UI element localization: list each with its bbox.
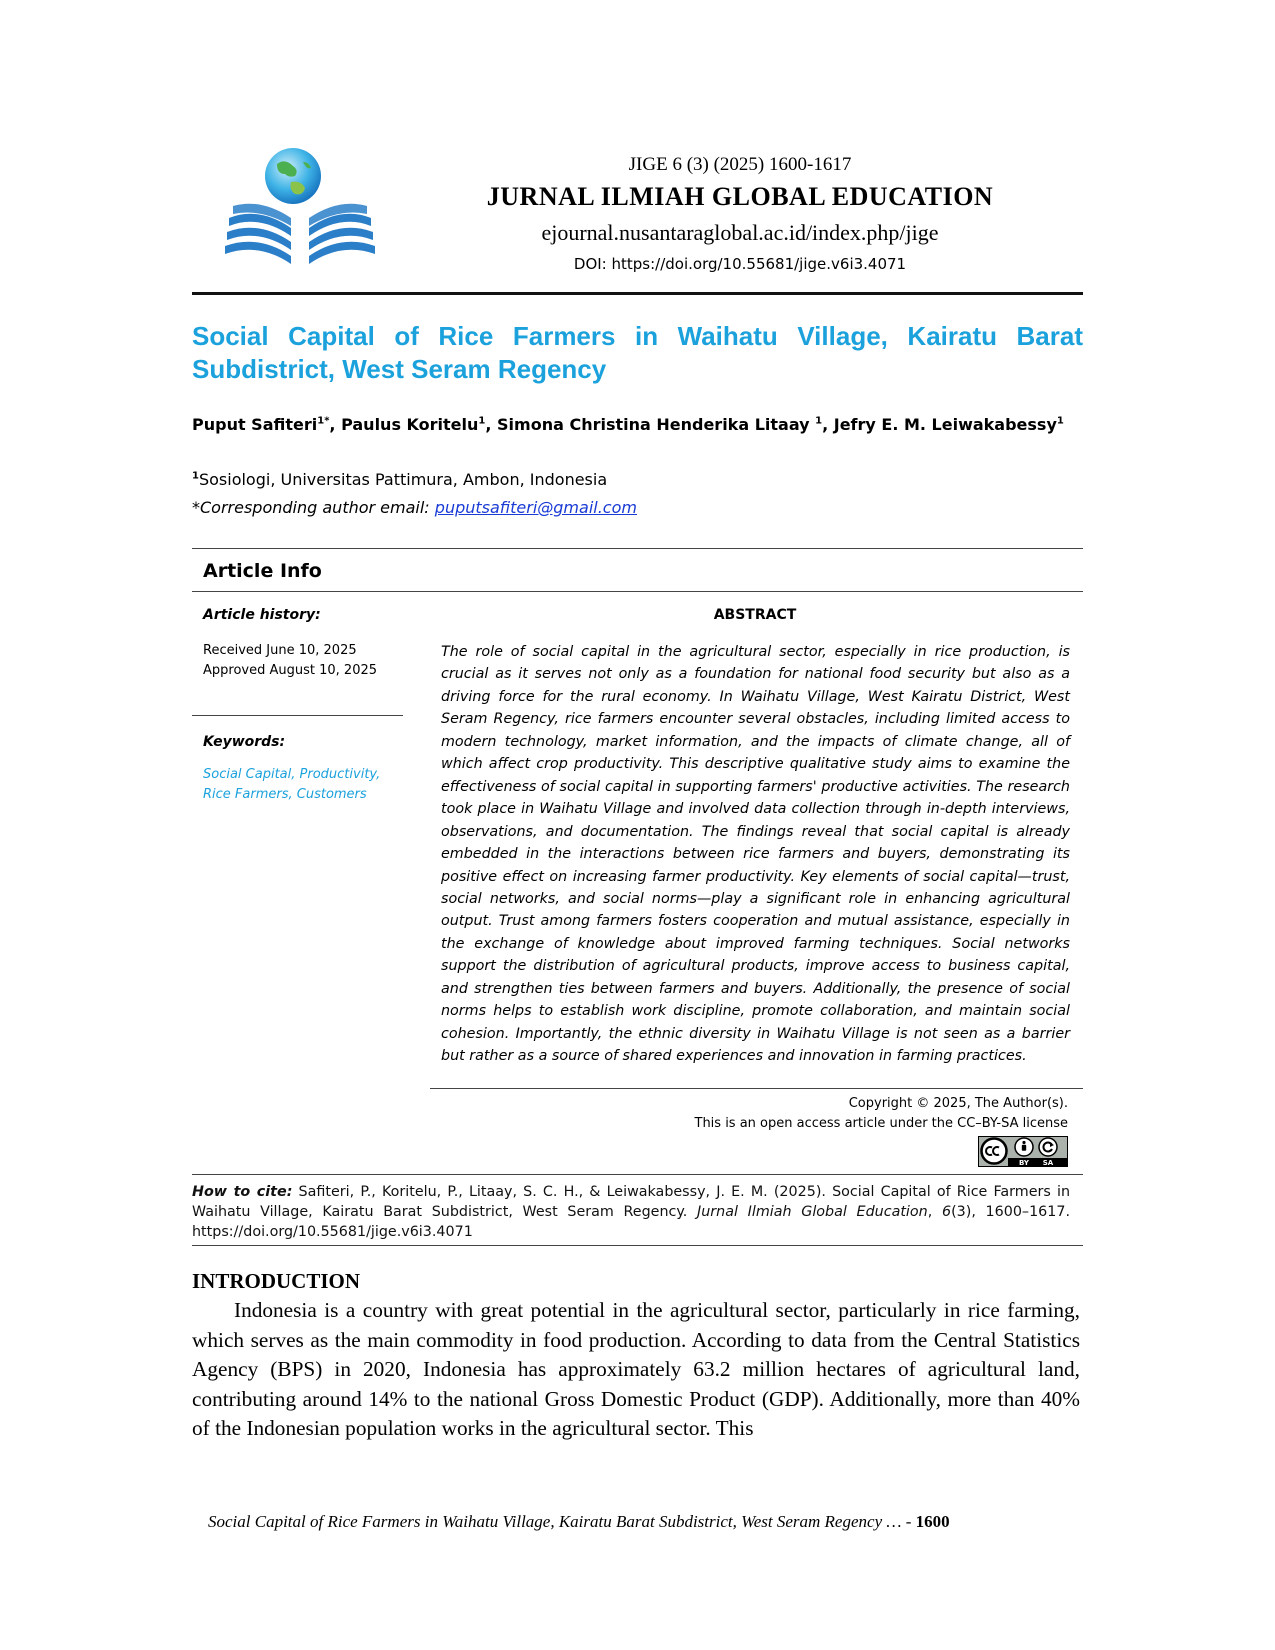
cc-icon xyxy=(982,1139,1007,1164)
received-date: Received June 10, 2025 xyxy=(203,643,357,658)
author-affil-mark: 1 xyxy=(478,415,486,427)
divider xyxy=(192,1245,1083,1246)
keywords-list: Social Capital, Productivity, Rice Farmers, Customers xyxy=(203,767,381,802)
author-name: Paulus Koritelu xyxy=(341,415,479,434)
abstract-text: The role of social capital in the agricultural sector, especially in rice production, is crucial as it serves not only as a foundation for national food security but also as a driving force for the rural economy. In Waihatu Village, West Kairatu District, West Seram Regency, rice farmers encounter several obstacles, including limited access to modern technology, market information, and the impacts of climate change, all of which affect crop productivity. This descriptive qualitative study aims to examine the effectiveness of social capital in supporting farmers' productive activities. The research took place in Waihatu Village and involved data collection through in-depth interviews, observations, and documentation. The findings reveal that social capital is already embedded in the interactions between rice farmers and buyers, demonstrating its positive effect on increasing farmer productivity. Key elements of social capital—trust, social networks, and social norms—play a significant role in enhancing agricultural output. Trust among farmers fosters cooperation and mutual assistance, especially in the exchange of knowledge about improved farming techniques. Social networks support the distribution of agricultural products, improve access to business capital, and strengthen ties between farmers and buyers. Additionally, the presence of social norms helps to establish work discipline, promote collaboration, and maintain social cohesion. Importantly, the ethnic diversity in Waihatu Village is not seen as a barrier but rather as a source of shared experiences and innovation in farming practices. xyxy=(441,644,1070,1065)
author-affil-mark: 1* xyxy=(317,415,330,427)
page-number: 1600 xyxy=(915,1512,950,1531)
how-to-cite: How to cite: Safiteri, P., Koritelu, P., Litaay, S. C. H., & Leiwakabessy, J. E. M. (2025). Social Capital of Rice Farmers in Waihatu Village, Kairatu Barat Subdistrict, West Seram Regency. Jurnal Ilmiah Global Education, 6(3), 1600–1617. https://doi.org/10.55681/jige.v6i3.4071 xyxy=(192,1184,1071,1240)
journal-name: JURNAL ILMIAH GLOBAL EDUCATION xyxy=(486,182,994,211)
divider xyxy=(192,1174,1083,1175)
journal-url[interactable]: ejournal.nusantaraglobal.ac.id/index.php/jige xyxy=(541,220,939,245)
section-heading-introduction: INTRODUCTION xyxy=(192,1269,361,1293)
journal-logo xyxy=(225,148,375,276)
header-divider xyxy=(192,292,1083,295)
abstract-heading: ABSTRACT xyxy=(713,607,797,623)
author-name: Jefry E. M. Leiwakabessy xyxy=(833,415,1057,434)
author-email-link[interactable]: puputsafiteri@gmail.com xyxy=(434,498,637,517)
author-name: Puput Safiteri xyxy=(192,415,318,434)
approved-date: Approved August 10, 2025 xyxy=(203,663,378,678)
author-list: Puput Safiteri$^{1*}$, Paulus Koritelu$^1$, Simona Christina Henderika Litaay $^1$, Jefry E. M. Leiwakabessy$^1$ xyxy=(192,415,1064,434)
article-history-label: Article history: xyxy=(203,607,321,623)
author-affil-mark: 1 xyxy=(815,415,823,427)
divider xyxy=(430,1088,1083,1089)
running-title: Social Capital of Rice Farmers in Waihatu Village, Kairatu Barat Subdistrict, West Seram Regency xyxy=(208,1512,883,1531)
page-footer: Social Capital of Rice Farmers in Waihatu Village, Kairatu Barat Subdistrict, West Seram Regency … - 1600 xyxy=(208,1512,950,1531)
keywords-label: Keywords: xyxy=(203,734,286,750)
introduction-paragraph: Indonesia is a country with great potential in the agricultural sector, particularly in rice farming, which serves as the main commodity in food production. According to data from the Central Statistics Agency (BPS) in 2020, Indonesia has approximately 63.2 million hectares of agricultural land, contributing around 14% to the national Gross Domestic Product (GDP). Additionally, more than 40% of the Indonesian population works in the agricultural sector. This xyxy=(192,1298,1080,1440)
author-affil-mark: 1 xyxy=(1056,415,1064,427)
journal-citation: JIGE 6 (3) (2025) 1600-1617 xyxy=(628,154,852,175)
sa-label: SA xyxy=(1042,1159,1054,1167)
open-book-icon xyxy=(225,204,375,264)
author-name: Simona Christina Henderika Litaay xyxy=(497,415,816,434)
divider xyxy=(192,548,1083,549)
divider xyxy=(192,591,1083,592)
affiliation: $^1$Sosiologi, Universitas Pattimura, Ambon, Indonesia xyxy=(192,470,608,489)
journal-doi[interactable]: DOI: https://doi.org/10.55681/jige.v6i3.4071 xyxy=(573,255,907,273)
article-info-heading: Article Info xyxy=(203,560,322,582)
paper-title: Social Capital of Rice Farmers in Waihatu Village, Kairatu Barat Subdistrict, West Seram Regency xyxy=(192,321,1083,384)
license-statement: This is an open access article under the CC–BY-SA license xyxy=(694,1116,1068,1131)
corresponding-author: *Corresponding author email: puputsafiteri@gmail.com xyxy=(192,498,637,517)
copyright-notice: Copyright © 2025, The Author(s). xyxy=(848,1096,1068,1111)
by-label: BY xyxy=(1018,1159,1030,1167)
cc-by-sa-badge[interactable] xyxy=(978,1136,1068,1167)
by-icon xyxy=(1015,1138,1033,1156)
divider xyxy=(192,715,403,716)
sa-icon xyxy=(1039,1138,1057,1156)
